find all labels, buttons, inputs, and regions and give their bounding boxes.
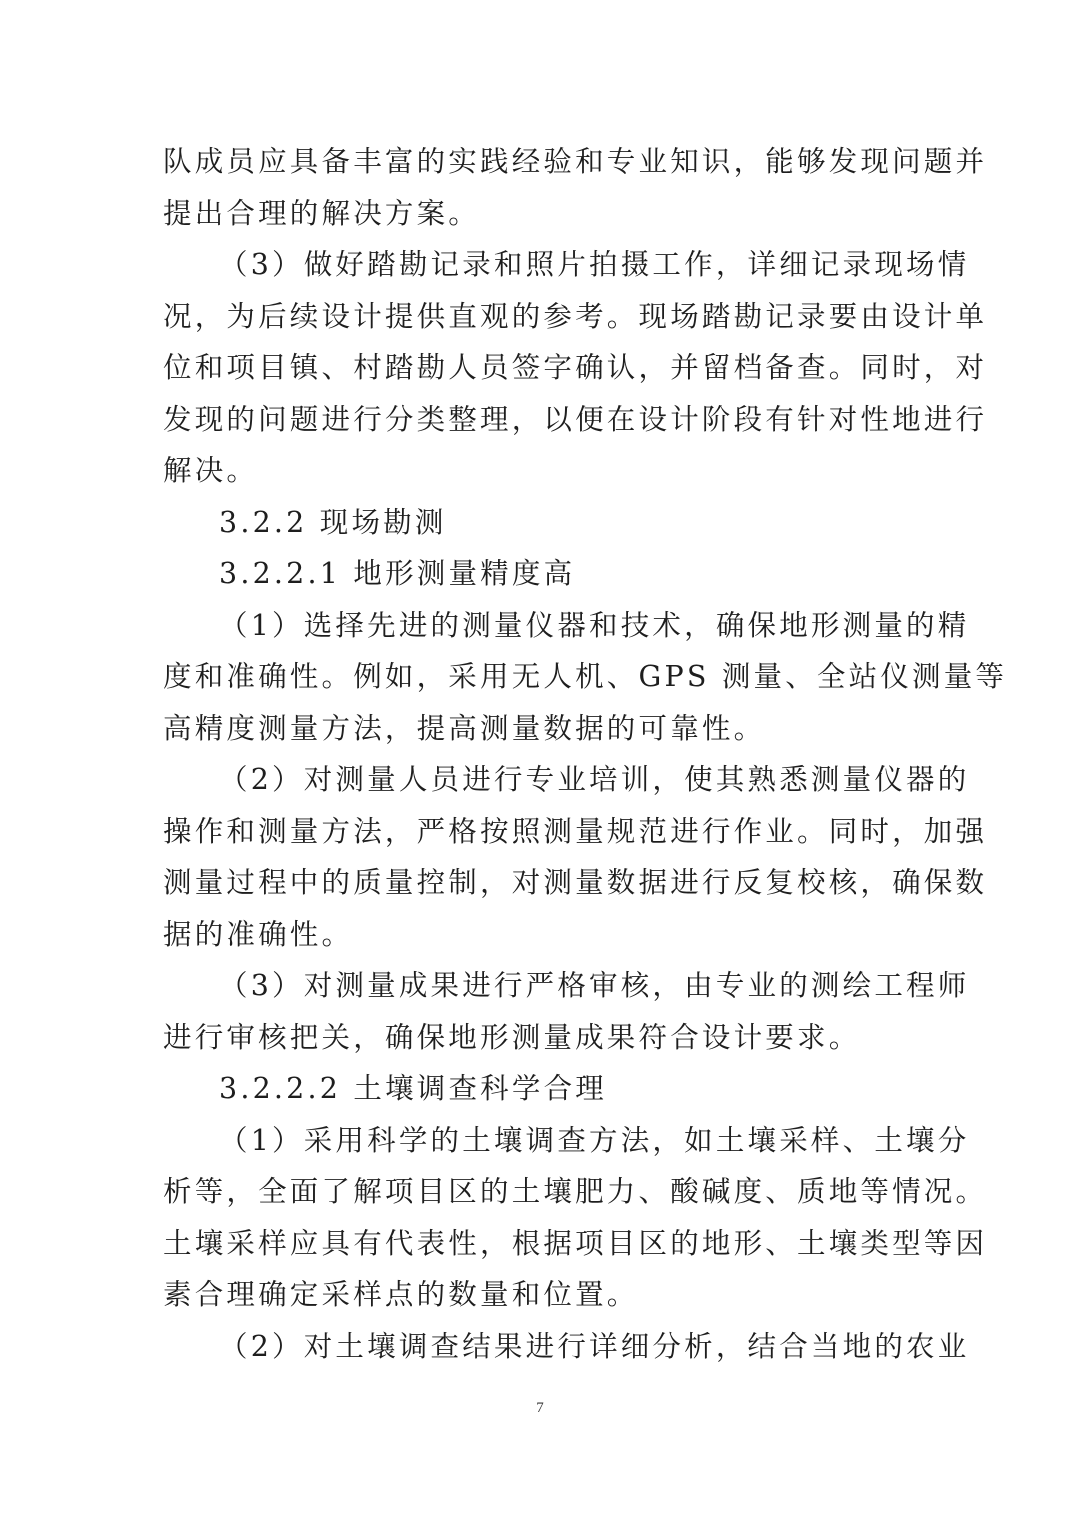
text-line: 队成员应具备丰富的实践经验和专业知识，能够发现问题并 — [163, 145, 988, 178]
text-line: 度和准确性。例如，采用无人机、GPS 测量、全站仪测量等 — [163, 660, 1008, 693]
subsection-heading: 3.2.2.2 土壤调查科学合理 — [219, 1072, 607, 1105]
text-line: （3）做好踏勘记录和照片拍摄工作，详细记录现场情 — [219, 248, 970, 281]
text-line: （1）选择先进的测量仪器和技术，确保地形测量的精 — [219, 608, 970, 642]
text-line: 位和项目镇、村踏勘人员签字确认，并留档备查。同时，对 — [163, 351, 988, 384]
document-body — [163, 136, 1008, 1372]
page-number: 7 — [536, 1400, 544, 1416]
text-line: 进行审核把关，确保地形测量成果符合设计要求。 — [163, 1020, 861, 1054]
text-line: 提出合理的解决方案。 — [163, 196, 481, 230]
text-line: 解决。 — [163, 454, 259, 487]
text-line: 操作和测量方法，严格按照测量规范进行作业。同时，加强 — [163, 814, 988, 848]
text-line: 析等，全面了解项目区的土壤肥力、酸碱度、质地等情况。 — [163, 1175, 988, 1208]
text-line: 高精度测量方法，提高测量数据的可靠性。 — [163, 711, 766, 745]
text-line: 据的准确性。 — [163, 917, 354, 951]
text-line: （2）对测量人员进行专业培训，使其熟悉测量仪器的 — [219, 763, 970, 796]
text-line: 况，为后续设计提供直观的参考。现场踏勘记录要由设计单 — [163, 299, 988, 333]
text-line: 发现的问题进行分类整理，以便在设计阶段有针对性地进行 — [163, 402, 988, 436]
text-line: （2）对土壤调查结果进行详细分析，结合当地的农业 — [219, 1329, 970, 1363]
text-line: （3）对测量成果进行严格审核，由专业的测绘工程师 — [219, 969, 970, 1002]
text-line: 测量过程中的质量控制，对测量数据进行反复校核，确保数 — [163, 866, 988, 899]
section-heading: 3.2.2 现场勘测 — [219, 505, 447, 539]
text-line: 土壤采样应具有代表性，根据项目区的地形、土壤类型等因 — [163, 1226, 988, 1260]
text-line: 素合理确定采样点的数量和位置。 — [163, 1278, 639, 1311]
subsection-heading: 3.2.2.1 地形测量精度高 — [219, 557, 576, 590]
text-line: （1）采用科学的土壤调查方法，如土壤采样、土壤分 — [219, 1123, 970, 1157]
